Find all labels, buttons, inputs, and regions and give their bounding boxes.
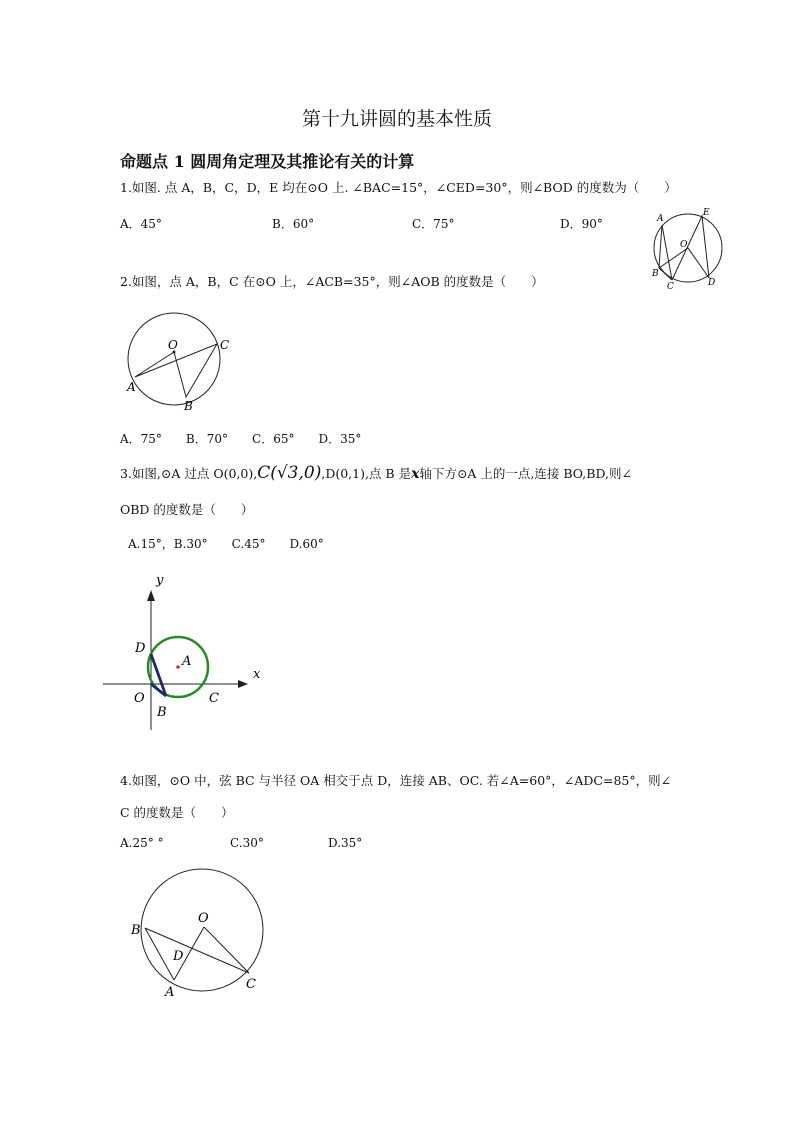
q2-label-o: O: [168, 338, 178, 352]
q4-option-a: A.25° °: [120, 836, 164, 850]
q3-x-axis: x: [411, 466, 420, 482]
q3-label-d: D: [135, 641, 146, 656]
q4-option-c: C.30°: [230, 836, 264, 850]
q3-label-b: B: [157, 705, 167, 720]
q2-label-c: C: [220, 338, 230, 352]
q4-segment-ab: [145, 928, 174, 980]
q4-label-a: A: [165, 985, 175, 1000]
q3-center-a: [176, 665, 180, 669]
q2-label-b: B: [184, 399, 193, 413]
question-4-line-2: C 的度数是（ ）: [120, 805, 234, 820]
q1-label-o: O: [680, 240, 688, 250]
q4-label-b: B: [131, 923, 141, 938]
q3-text-d: 轴下方⊙A 上的一点,连接 BO,BD,则∠: [419, 466, 632, 481]
q1-label-d: D: [708, 278, 716, 288]
section-heading: 命题点 1 圆周角定理及其推论有关的计算: [120, 152, 415, 171]
q3-text-a: 3.如图,⊙A 过点 O(0,0),: [120, 466, 258, 481]
q3-label-a: A: [182, 654, 192, 669]
q2-figure: [118, 305, 248, 415]
q3-y-axis-arrow: [147, 590, 155, 601]
q4-chord-bc: [145, 928, 249, 973]
q3-label-x: x: [253, 667, 261, 682]
q1-label-b: B: [652, 269, 659, 279]
q1-figure: [645, 203, 735, 293]
q2-label-a: A: [127, 380, 136, 394]
q3-label-c: C: [209, 691, 219, 706]
question-3-line-2: OBD 的度数是（ ）: [120, 502, 254, 517]
q1-option-d: D．90°: [560, 217, 603, 231]
q4-radius-oc: [204, 927, 249, 973]
q1-label-a: A: [657, 214, 664, 224]
q3-text-b: ,D(0,1),点 B 是: [321, 466, 412, 481]
q3-figure: [98, 570, 273, 735]
question-2-text: 2.如图，点 A，B，C 在⊙O 上，∠ACB=35°，则∠AOB 的度数是（ ）: [120, 274, 544, 289]
question-4-line-1: 4.如图，⊙O 中，弦 BC 与半径 OA 相交于点 D，连接 AB、OC. 若∠A=60°，∠ADC=85°，则∠: [120, 773, 672, 788]
q3-label-y: y: [156, 573, 164, 588]
q1-label-e: E: [703, 208, 710, 218]
q1-label-c: C: [667, 282, 674, 292]
q1-option-b: B．60°: [272, 217, 315, 231]
q4-label-d: D: [173, 949, 184, 964]
q3-label-o: O: [134, 691, 145, 706]
question-3-line-1: [120, 464, 632, 483]
q3-options: A.15°，B.30° C.45° D.60°: [128, 537, 324, 551]
question-1-text: 1.如图. 点 A，B，C，D，E 均在⊙O 上. ∠BAC=15°，∠CED=30°，则∠BOD 的度数为（ ）: [120, 180, 677, 195]
q1-option-a: A．45°: [120, 217, 162, 231]
q2-options: A．75° B．70° C．65° D．35°: [120, 432, 362, 446]
q3-point-c: C(√3,0): [257, 463, 322, 483]
page-title: 第十九讲圆的基本性质: [301, 108, 492, 130]
q4-label-o: O: [198, 911, 209, 926]
q4-figure: [125, 862, 275, 1007]
q3-x-axis-arrow: [238, 680, 248, 688]
q4-label-c: C: [246, 977, 256, 992]
q4-option-d: D.35°: [328, 836, 363, 850]
q1-option-c: C．75°: [412, 217, 455, 231]
q2-circle: [128, 313, 220, 405]
